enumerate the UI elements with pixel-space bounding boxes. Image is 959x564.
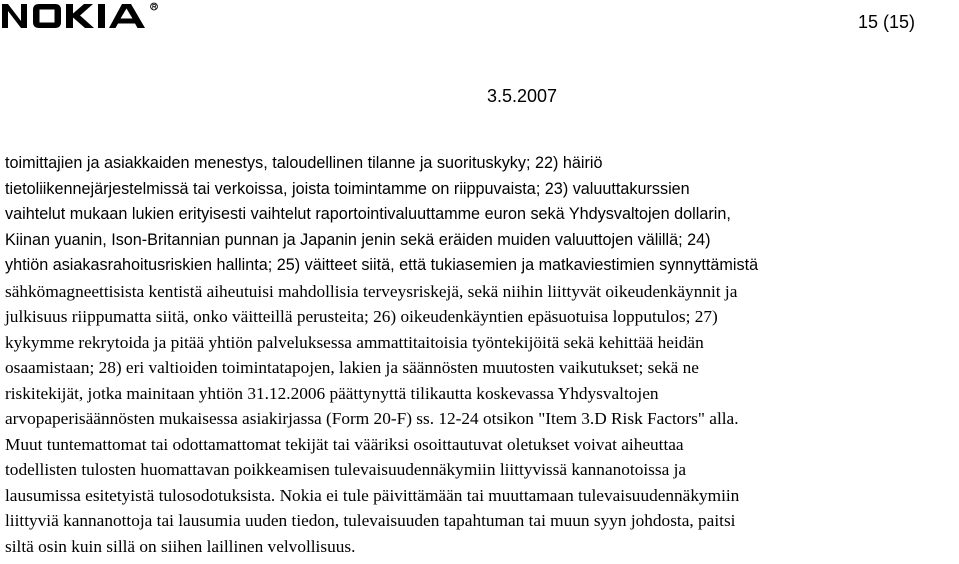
text-line: siltä osin kuin sillä on siihen laillinen velvollisuus. <box>5 536 356 556</box>
text-line: kykymme rekrytoida ja pitää yhtiön palveluksessa ammattitaitoisia työntekijöitä sekä kehittää heidän <box>5 332 704 352</box>
text-line: tietoliikennejärjestelmissä tai verkoissa, joista toimintamme on riippuvaista; 23) valuuttakurssien <box>5 179 690 198</box>
text-line: todellisten tulosten huomattavan poikkeamisen tulevaisuudennäkymiin liittyvissä kannanotoissa ja <box>5 460 687 479</box>
text-line: Kiinan yuanin, Ison-Britannian punnan ja Japanin jenin sekä eräiden muiden valuuttojen välillä; 24) <box>5 230 711 249</box>
text-line: lausumissa esitetyistä tulosodotuksista. Nokia ei tule päivittämään tai muuttamaan tulevaisuudennäkymiin <box>5 485 740 505</box>
text-line: liittyviä kannanottoja tai lausumia uuden tiedon, tulevaisuuden tapahtuman tai muun syyn johdosta, paitsi <box>5 511 736 530</box>
body-paragraph <box>5 151 959 559</box>
text-line: osaamistaan; 28) eri valtioiden toimintatapojen, lakien ja säännösten muutosten vaikutukset; sekä ne <box>5 358 699 377</box>
nokia-logo <box>2 2 162 30</box>
text-line: riskitekijät, jotka mainitaan yhtiön 31.12.2006 päättynyttä tilikautta koskevassa Yhdysvaltojen <box>5 383 659 403</box>
text-line: arvopaperisäännösten mukaisessa asiakirjassa (Form 20-F) ss. 12-24 otsikon "Item 3.D Risk Factors" alla. <box>5 409 739 428</box>
page-number: 15 (15) <box>857 12 915 32</box>
text-line: julkisuus riippumatta siitä, onko väitteillä perusteita; 26) oikeudenkäyntien epäsuotuisa lopputulos; 27) <box>5 307 718 326</box>
document-date: 3.5.2007 <box>487 86 558 106</box>
text-line: Muut tuntemattomat tai odottamattomat tekijät tai vääriksi osoittautuvat oletukset voivat aiheuttaa <box>5 434 684 454</box>
text-line: toimittajien ja asiakkaiden menestys, taloudellinen tilanne ja suorituskyky; 22) häiriö <box>5 154 603 172</box>
text-line: sähkömagneettisista kentistä aiheutuisi mahdollisia terveysriskejä, sekä niihin liittyvät oikeudenkäynnit ja <box>5 281 738 301</box>
text-line: yhtiön asiakasrahoitusriskien hallinta; 25) väitteet siitä, että tukiasemien ja matkaviestimien synnyttämistä <box>5 256 759 274</box>
text-line: vaihtelut mukaan lukien erityisesti vaihtelut raportointivaluuttamme euron sekä Yhdysvaltojen dollarin, <box>5 205 731 223</box>
